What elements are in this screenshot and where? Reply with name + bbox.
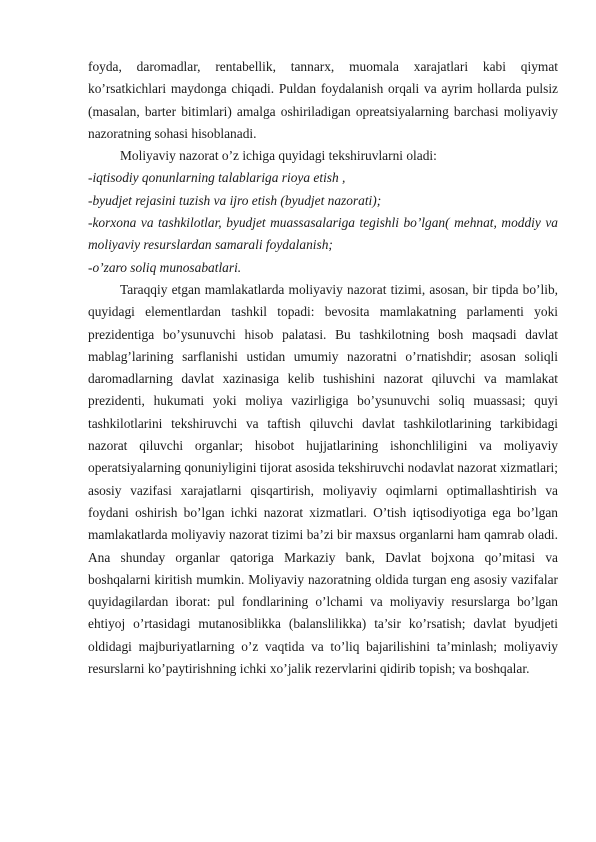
paragraph-control-scope: Moliyaviy nazorat o’z ichiga quyidagi tekshiruvlarni oladi:: [120, 148, 437, 164]
document-page: [88, 56, 558, 680]
paragraph-intro: foyda, daromadlar, rentabellik, tannarx, muomala xarajatlari kabi qiymat ko’rsatkichlari maydonga chiqadi. Puldan foydalanish orqali va ayrim hollarda pulsiz (masalan, barter bitimlari) amalga oshiriladigan opreatsiyalarning barchasi moliyaviy nazoratning sohasi hisoblanadi.: [88, 59, 558, 141]
list-item: -byudjet rejasini tuzish va ijro etish (byudjet nazorati);: [88, 192, 382, 208]
list-item: -korxona va tashkilotlar, byudjet muassasalariga tegishli bo’lgan( mehnat, moddiy va moliyaviy resurslardan samarali foydalanish;: [88, 215, 558, 253]
paragraph-control-system: Taraqqiy etgan mamlakatlarda moliyaviy nazorat tizimi, asosan, bir tipda bo’lib, quyidagi elementlardan tashkil topadi: bevosita mamlakatning parlamenti yoki prezidentiga bo’ysunuvchi hisob palatasi. Bu tashkilotning bosh maqsadi davlat mablag’larining sarflanishi ustidan umumiy nazoratni o’rnatishdir; asosan soliqli daromadlarning davlat xazinasiga kelib tushishini nazorat qiluvchi va mamlakat prezidenti, hukumati yoki moliya vazirligiga bo’ysunuvchi soliq muassasi; quyi tashkilotlarini tekshiruvchi va taftish qiluvchi davlat tashkilotlarining tarkibidagi nazorat qiluvchi organlar; hisobot hujjatlarining ishonchliligini va moliyaviy operatsiyalarning qonuniyligini tijorat asosida tekshiruvchi nodavlat nazorat xizmatlari; asosiy vazifasi xarajatlarni qisqartirish, moliyaviy oqimlarni optimallashtirish va foydani oshirish bo’lgan ichki nazorat xizmatlari. O’tish iqtisodiyotiga ega bo’lgan mamlakatlarda moliyaviy nazorat tizimi ba’zi bir maxsus organlarni ham qamrab oladi. Ana shunday organlar qatoriga Markaziy bank, Davlat bojxona qo’mitasi va boshqalarni kiritish mumkin. Moliyaviy nazoratning oldida turgan eng asosiy vazifalar quyidagilardan iborat: pul fondlarining o’lchami va moliyaviy resurslarga bo’lgan ehtiyoj o’rtasidagi mutanosiblikka (balanslilikka) ta’sir ko’rsatish; davlat byudjeti oldidagi majburiyatlarning o’z vaqtida va to’liq bajarilishini ta’minlash; moliyaviy resurslarni ko’paytirishning ichki xo’jalik rezervlarini qidirib topish; va boshqalar.: [88, 281, 558, 677]
list-item: -iqtisodiy qonunlarning talablariga rioya etish ,: [88, 170, 346, 186]
list-item: -o’zaro soliq munosabatlari.: [88, 259, 242, 275]
